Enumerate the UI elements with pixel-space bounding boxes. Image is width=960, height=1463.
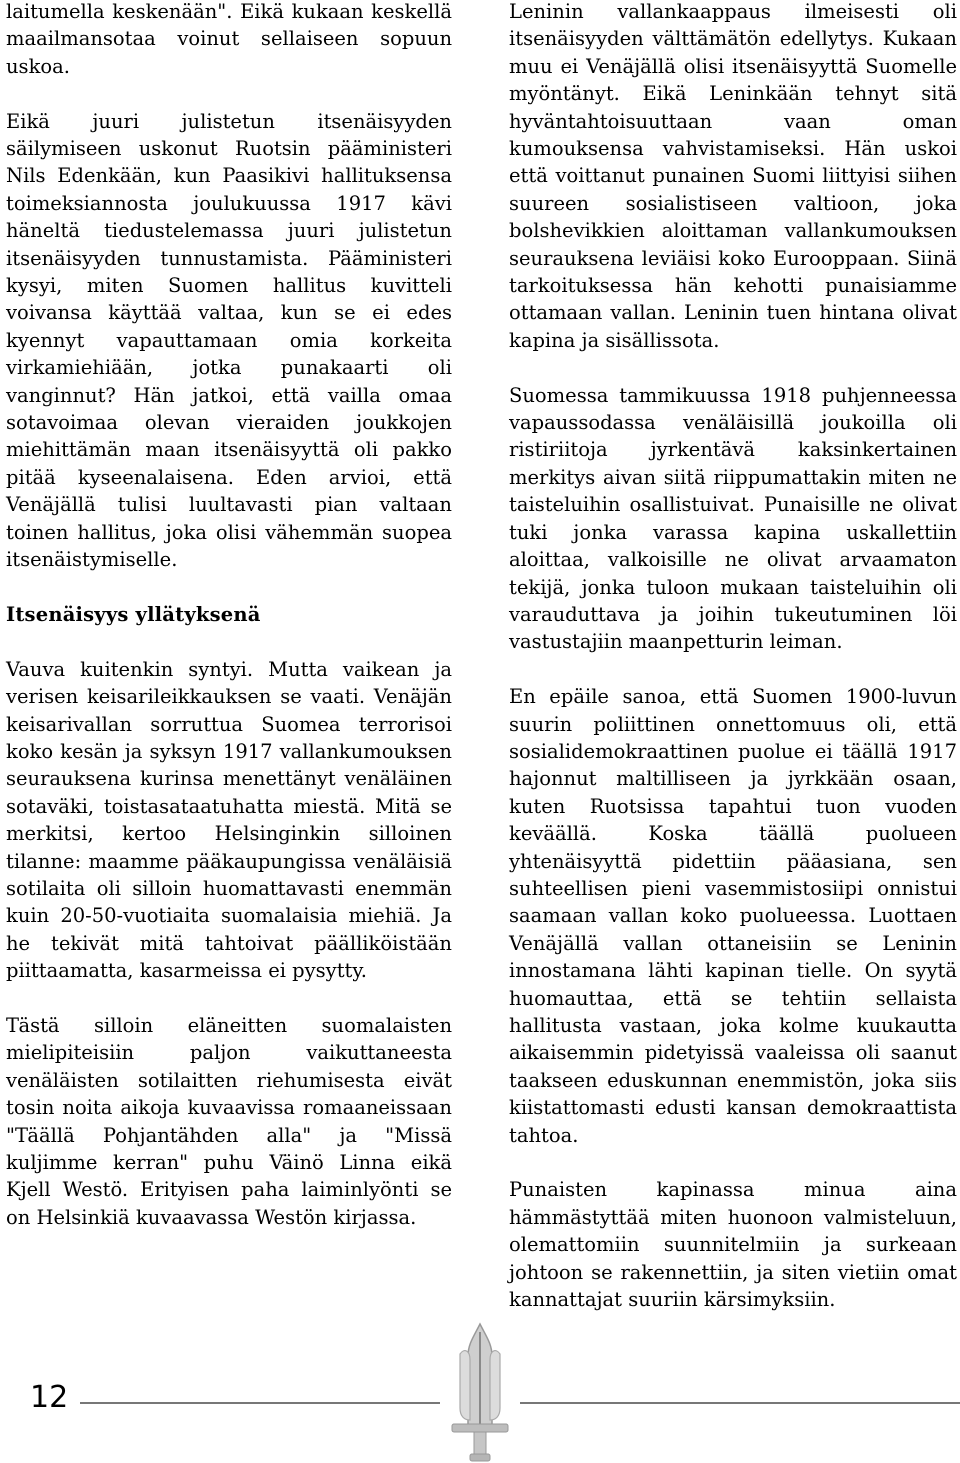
paragraph-5: Leninin vallankaappaus ilmeisesti oli itsenäisyyden välttämätön edellytys. Kukaan muu ei Venäjällä olisi itsenäisyyttä Suomelle myöntänyt. Eikä Leninkään tehnyt sitä hyväntahtoisuuttaan vaan oman kumouksensa vahvistamiseksi. Hän uskoi että voittanut punainen Suomi liittyisi siihen suureen sosialistiseen valtioon, joka bolshevikkien aloittaman vallankumouksen seurauksena leviäisi koko Eurooppaan. Siinä tarkoituksessa hän kehotti punaisiamme ottamaan vallan. Leninin tuen hintana olivat kapina ja sisällissota. [509,0,957,352]
paragraph-8: Punaisten kapinassa minua aina hämmästyttää miten huonoon valmisteluun, olemattomiin suunnitelmiin ja surkeaan johtoon se rakennettiin, ja siten vietiin omat kannattajat suuriin kärsimyksiin. [509,1178,957,1312]
section-heading: Itsenäisyys yllätyksenä [6,602,261,626]
footer-divider-left [80,1402,440,1404]
paragraph-2: Eikä juuri julistetun itsenäisyyden säilymiseen uskonut Ruotsin pääministeri Nils Edenkään, kun Paasikivi hallituksensa toimeksiannosta joulukuussa 1917 kävi häneltä tiedustelemassa juuri julistetun itsenäisyyden tunnustamista. Pääministeri kysyi, miten Suomen hallitus kuvitteli voivansa käyttää valtaa, kun se ei edes kyennyt vapauttamaan omia korkeita virkamiehiään, jotka punakaarti oli vanginnut? Hän jatkoi, että vailla omaa sotavoimaa olevan vieraiden joukkojen miehittämän maan itsenäisyyttä oli pakko pitää kyseenalaisena. Eden arvioi, että Venäjällä tulisi luultavasti pian valtaan toinen hallitus, joka olisi vähemmän suopea itsenäistymiselle. [6,109,452,572]
footer-divider-right [520,1402,960,1404]
page-number: 12 [30,1380,69,1415]
paragraph-6: Suomessa tammikuussa 1918 puhjenneessa vapaussodassa venäläisillä joukoilla oli ristiriitoja jyrkentävä kaksinkertainen merkitys aivan siitä riippumattakin miten ne taisteluihin osallistuivat. Punaisille ne olivat tuki jonka varassa kapina uskallettiin aloittaa, valkoisille ne olivat arvaamaton tekijä, jonka tuloon mukaan taisteluihin oli varauduttava ja joihin tukeutuminen löi vastustajiin maanpetturin leiman. [509,383,957,654]
paragraph-4: Tästä silloin eläneitten suomalaisten mielipiteisiin paljon vaikuttaneesta venäläisten sotilaitten riehumisesta eivät tosin noita aikoja kuvaavissa romaaneissaan "Täällä Pohjantähden alla" ja "Missä kuljimme kerran" puhu Väinö Linna eikä Kjell Westö. Erityisen paha laiminlyönti se on Helsinkiä kuvaavassa Westön kirjassa. [6,1013,452,1229]
paragraph-3: Vauva kuitenkin syntyi. Mutta vaikean ja verisen keisarileikkauksen se vaati. Venäjän keisarivallan sorruttua Suomea terrorisoi koko kesän ja syksyn 1917 vallankumouksen seurauksena kurinsa menettänyt venäläinen sotaväki, toistasataatuhatta miestä. Mitä se merkitsi, kertoo Helsinginkin silloinen tilanne: maamme pääkaupungissa venäläisiä sotilaita oli silloin huomattavasti enemmän kuin 20-50-vuotiaita suomalaisia miehiä. Ja he tekivät mitä tahtoivat päälliköistään piittaamatta, kasarmeissa ei pysytty. [6,657,452,983]
right-column [509,0,957,1340]
left-column [6,0,452,1259]
sword-emblem-icon [440,1320,520,1463]
paragraph-7: En epäile sanoa, että Suomen 1900-luvun suurin poliittinen onnettomuus oli, että sosialidemokraattinen puolue ei täällä 1917 hajonnut maltilliseen ja jyrkkään osaan, kuten Ruotsissa tapahtui tuon vuoden keväällä. Koska täällä puolueen yhtenäisyyttä pidettiin pääasiana, sen suhteellisen pieni vasemmistosiipi onnistui saamaan vallan koko puolueessa. Luottaen Venäjällä vallan ottaneisiin se Leninin innostamana lähti kapinan tielle. On syytä huomauttaa, että se tehtiin sellaista hallitusta vastaan, joka kolme kuukautta aikaisemmin pidetyissä vaaleissa oli saanut taakseen eduskunnan enemmistön, joka siis kiistattomasti edusti kansan demokraattista tahtoa. [509,685,957,1147]
paragraph-1: laitumella keskenään". Eikä kukaan keskellä maailmansotaa voinut sellaiseen sopuun uskoa. [6,0,452,78]
